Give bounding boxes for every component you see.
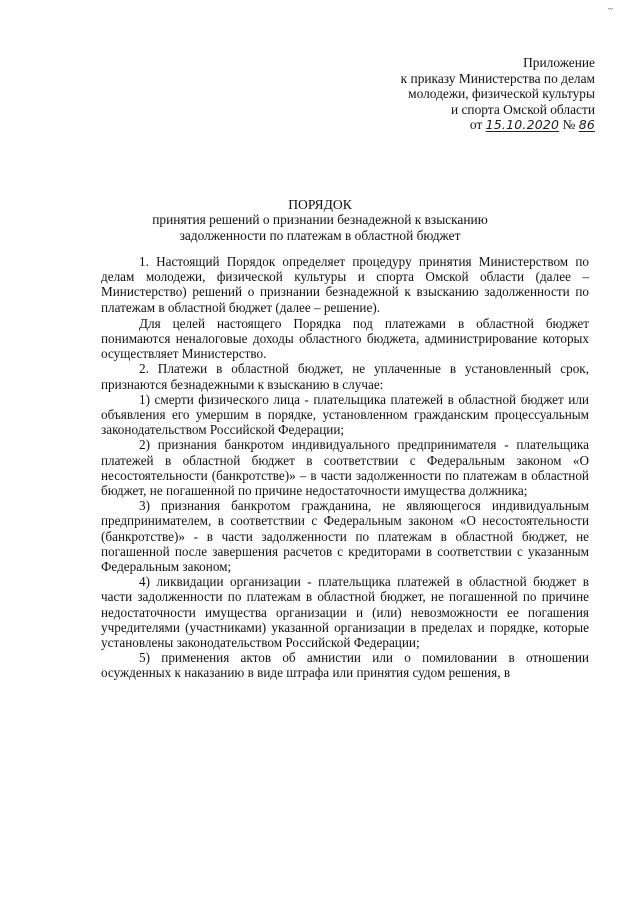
paragraph-2: Для целей настоящего Порядка под платежами в областной бюджет понимаются неналоговые доходы областного бюджета, администрирование которых осуществляет Министерство. [101,315,589,362]
document-subtitle [0,212,640,243]
paragraph-4: 1) смерти физического лица - плательщика платежей в областной бюджет или объявления его умершим в порядке, установленном гражданским процессуальным законодательством Российской Федерации; [101,391,589,438]
region-line: и спорта Омской области [450,101,595,117]
paragraph-1: 1. Настоящий Порядок определяет процедуру принятия Министерством по делам молодежи, физической культуры и спорта Омской области (далее – Министерство) решений о признании безнадежной к взысканию задолженности по платежам в областной бюджет (далее – решение). [101,254,589,315]
order-number: 86 [578,117,595,133]
ministry-name-line: молодежи, физической культуры [408,86,595,102]
document-body [101,254,589,681]
appendix-header [401,55,595,133]
date-prefix: от [469,117,483,133]
appendix-label: Приложение [523,55,595,70]
paragraph-5: 2) признания банкротом индивидуального предпринимателя - плательщика платежей в областной бюджет в соответствии с Федеральным законом «О несостоятельности (банкротстве)» – в части задолженности по платежам в областной бюджет, не погашенной по причине недостаточности имущества должника; [101,437,589,499]
paragraph-7: 4) ликвидации организации - плательщика платежей в областной бюджет в части задолженности по платежам в областной бюджет, не погашенной по причине недостаточности имущества организации и (или) невозможности ее погашения учредителями (участниками) указанной организации в пределах и порядке, которые установлены законодательством Российской Федерации; [101,574,589,651]
corner-mark: ~ [608,4,613,14]
order-reference-line: к приказу Министерства по делам [400,70,595,86]
paragraph-6: 3) признания банкротом гражданина, не являющегося индивидуальным предпринимателем, в соответствии с Федеральным законом «О несостоятельности (банкротстве)» - в части задолженности по платежам в областной бюджет, не погашенной после завершения расчетов с кредиторами в соответствии с указанным Федеральным законом; [101,498,589,575]
order-date: 15.10.2020 [485,117,560,133]
number-prefix: № [562,117,576,133]
subtitle-line-2: задолженности по платежам в областной бюджет [179,227,461,243]
subtitle-line-1: принятия решений о признании безнадежной к взысканию [152,212,488,227]
date-number-line [401,117,595,133]
document-title: ПОРЯДОК [288,197,352,212]
paragraph-8: 5) применения актов об амнистии или о помиловании в отношении осужденных к наказанию в виде штрафа или принятия судом решения, в [101,650,589,681]
paragraph-3: 2. Платежи в областной бюджет, не уплаченные в установленный срок, признаются безнадежными к взысканию в случае: [101,361,589,392]
